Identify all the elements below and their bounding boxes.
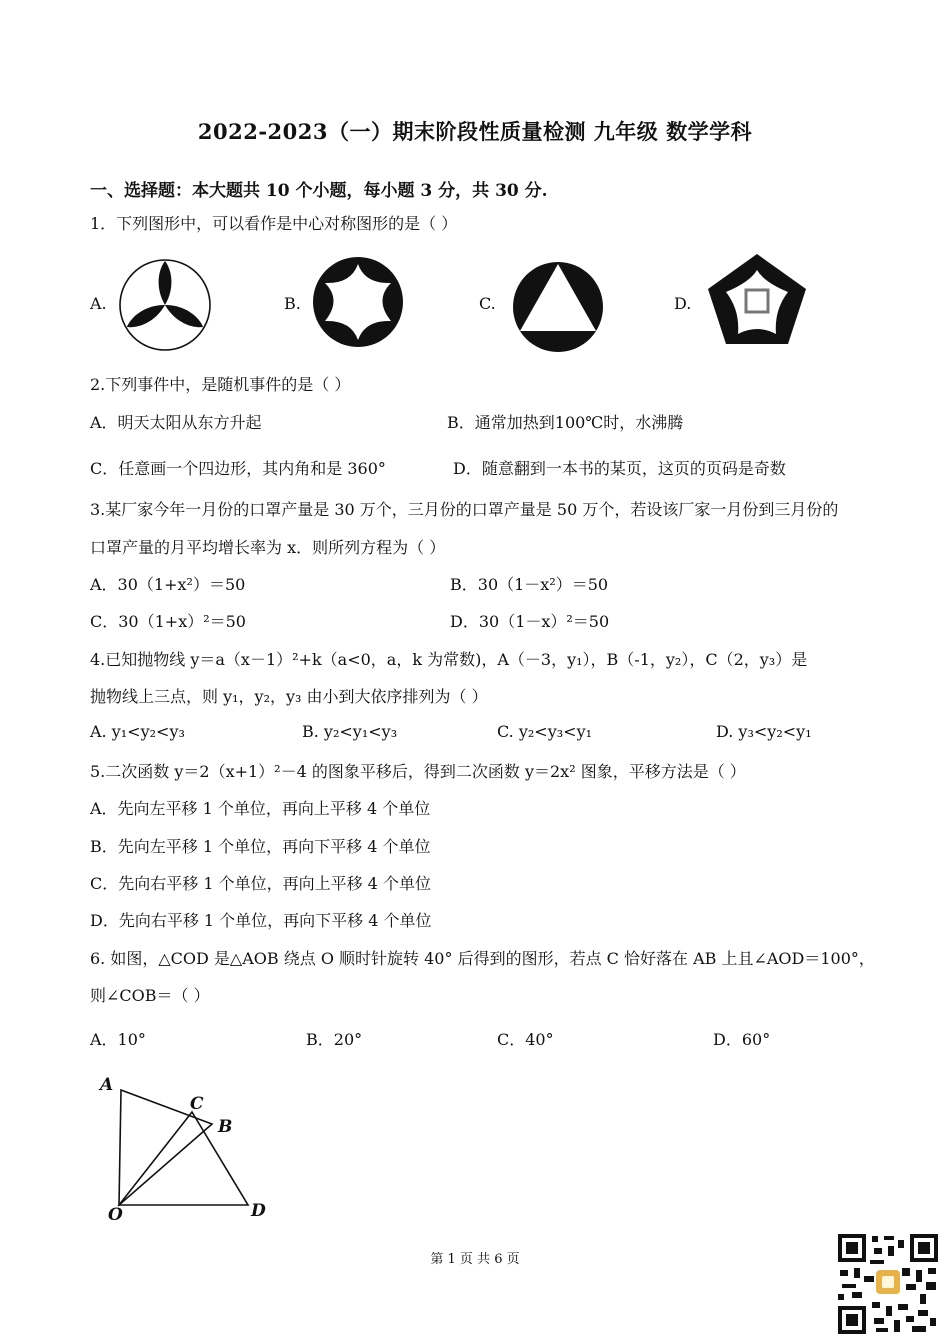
q4-option-b: B. y₂<y₁<y₃ bbox=[302, 722, 398, 741]
q6-option-d: D．60° bbox=[713, 1030, 771, 1049]
point-label-o: O bbox=[108, 1205, 123, 1225]
section-heading-choice: 一、选择题：本大题共 10 个小题，每小题 3 分，共 30 分. bbox=[90, 181, 548, 201]
q6-geometry-figure bbox=[98, 1072, 278, 1228]
q1-figure-a-propeller bbox=[118, 258, 212, 352]
q2-option-d: D．随意翻到一本书的某页，这页的页码是奇数 bbox=[453, 459, 786, 478]
point-label-c: C bbox=[190, 1094, 204, 1114]
q1-option-a-label: A. bbox=[90, 294, 107, 313]
question-6-stem-line1: 6. 如图，△COD 是△AOB 绕点 O 顺时针旋转 40° 后得到的图形，若点 C 恰好落在 AB 上且∠AOD＝100°， bbox=[90, 949, 875, 968]
q1-option-c-label: C. bbox=[479, 294, 496, 313]
q4-option-a: A. y₁<y₂<y₃ bbox=[90, 722, 185, 741]
question-2-stem: 2.下列事件中，是随机事件的是（ ） bbox=[90, 375, 351, 394]
q3-option-a: A．30（1+x²）＝50 bbox=[90, 575, 246, 594]
q5-option-b: B．先向左平移 1 个单位，再向下平移 4 个单位 bbox=[90, 837, 431, 856]
question-3-stem-line2: 口罩产量的月平均增长率为 x．则所列方程为（ ） bbox=[90, 538, 446, 557]
point-label-b: B bbox=[218, 1117, 233, 1137]
q1-option-b-label: B. bbox=[284, 294, 301, 313]
q1-figure-c-triangle bbox=[512, 261, 604, 353]
q6-option-c: C．40° bbox=[497, 1030, 554, 1049]
q2-option-b: B．通常加热到100℃时，水沸腾 bbox=[447, 413, 684, 432]
point-label-d: D bbox=[251, 1201, 266, 1221]
q1-option-d-label: D. bbox=[674, 294, 692, 313]
q4-option-d: D. y₃<y₂<y₁ bbox=[716, 722, 812, 741]
qr-code-icon bbox=[836, 1232, 940, 1336]
q3-option-d: D．30（1－x）²＝50 bbox=[450, 612, 610, 631]
q6-option-b: B．20° bbox=[306, 1030, 363, 1049]
page-title: 2022-2023（一）期末阶段性质量检测 九年级 数学学科 bbox=[197, 119, 753, 144]
q5-option-d: D．先向右平移 1 个单位，再向下平移 4 个单位 bbox=[90, 911, 432, 930]
q3-option-c: C．30（1+x）²＝50 bbox=[90, 612, 246, 631]
question-6-stem-line2: 则∠COB＝（ ） bbox=[90, 986, 210, 1005]
question-1-stem: 1．下列图形中，可以看作是中心对称图形的是（ ） bbox=[90, 214, 458, 233]
page-footer: 第 1 页 共 6 页 bbox=[430, 1252, 520, 1267]
point-label-a: A bbox=[100, 1075, 114, 1095]
q2-option-c: C．任意画一个四边形，其内角和是 360° bbox=[90, 459, 386, 478]
q6-option-a: A．10° bbox=[90, 1030, 146, 1049]
q2-option-a: A．明天太阳从东方升起 bbox=[90, 413, 262, 432]
q1-figure-d-pentagon bbox=[706, 252, 808, 348]
q5-option-a: A．先向左平移 1 个单位，再向上平移 4 个单位 bbox=[90, 799, 431, 818]
question-3-stem-line1: 3.某厂家今年一月份的口罩产量是 30 万个，三月份的口罩产量是 50 万个，若设该厂家一月份到三月份的 bbox=[90, 500, 839, 519]
q3-option-b: B．30（1－x²）＝50 bbox=[450, 575, 609, 594]
q1-figure-b-hexagram bbox=[312, 256, 404, 348]
question-4-stem-line2: 抛物线上三点，则 y₁，y₂，y₃ 由小到大依序排列为（ ） bbox=[90, 687, 488, 706]
q5-option-c: C．先向右平移 1 个单位，再向上平移 4 个单位 bbox=[90, 874, 431, 893]
question-5-stem: 5.二次函数 y＝2（x+1）²－4 的图象平移后，得到二次函数 y＝2x² 图象，平移方法是（ ） bbox=[90, 762, 746, 781]
q4-option-c: C. y₂<y₃<y₁ bbox=[497, 722, 593, 741]
question-4-stem-line1: 4.已知抛物线 y＝a（x－1）²+k（a<0，a，k 为常数)，A（－3，y₁），B（-1，y₂），C（2，y₃）是 bbox=[90, 650, 808, 669]
